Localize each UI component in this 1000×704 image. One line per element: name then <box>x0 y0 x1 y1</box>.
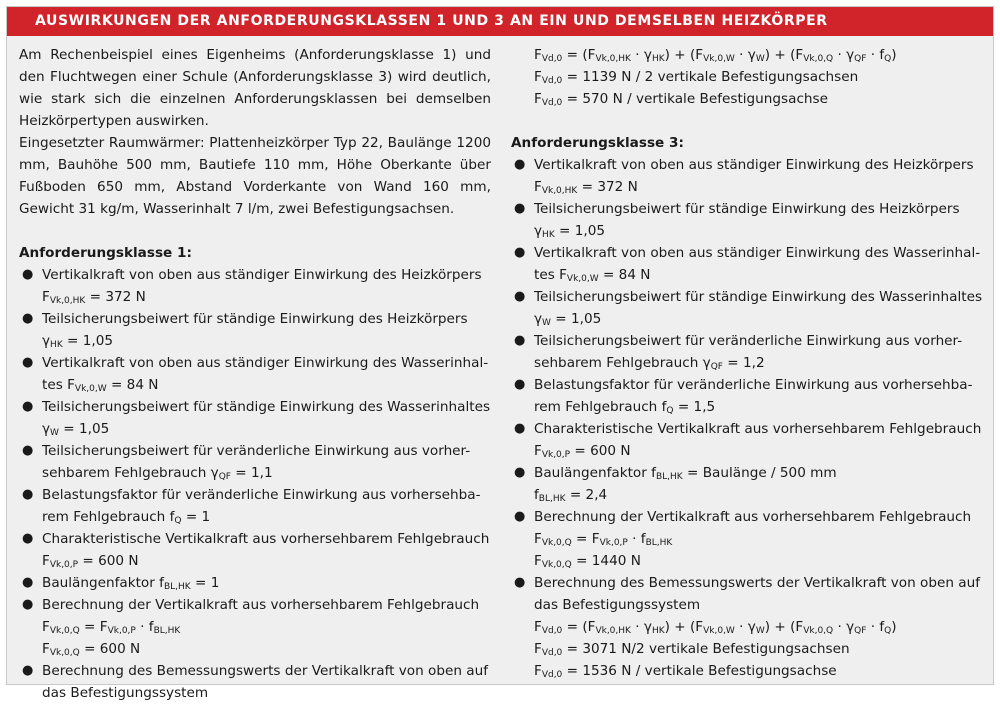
bullet-icon: ● <box>514 333 526 348</box>
bullet-icon: ● <box>22 487 34 502</box>
k3-heading: Anforderungsklasse 3: <box>511 135 684 151</box>
bullet-icon: ● <box>22 443 34 458</box>
bullet-icon: ● <box>22 575 34 590</box>
k1-heading: Anforderungsklasse 1: <box>19 245 192 261</box>
bullet-icon: ● <box>22 531 34 546</box>
k1-item-3: ● Vertikalkraft von oben aus ständiger Einwirkung des Wasserinhal- tes $F_{Vk,0,W} = 84$ N <box>19 352 491 396</box>
bullet-icon: ● <box>514 157 526 172</box>
k1-item-6: ● Belastungsfaktor für veränderliche Einwirkung aus vorhersehba- rem Fehlgebrauch $f_Q = 1$ <box>19 484 491 528</box>
k1-item-9: ● Berechnung der Vertikalkraft aus vorhersehbarem Fehlgebrauch $F_{Vk,0,Q} = F_{Vk,0,P} \cdot f_{BL,HK}$ $F_{Vk,0,Q} = 600$ N <box>19 594 491 660</box>
bullet-icon: ● <box>514 465 526 480</box>
k1-item-1: ● Vertikalkraft von oben aus ständiger Einwirkung des Heizkörpers $F_{Vk,0,HK} = 372$ N <box>19 264 491 308</box>
k1-item-8: ● Baulängenfaktor $f_{BL,HK} = 1$ <box>19 572 491 594</box>
k1-item-2: ● Teilsicherungsbeiwert für ständige Einwirkung des Heizkörpers $\gamma_{HK} = 1,05$ <box>19 308 491 352</box>
bullet-icon: ● <box>22 663 34 678</box>
k3-item-10: ● Berechnung des Bemessungswerts der Vertikalkraft von oben auf das Befestigungssystem $F_{Vd,0} = (F_{Vk,0,HK} \cdot \gamma_{HK}) + (F_{Vk,0,W} \cdot \gamma_W) + (F_{Vk,0,Q} \cdot \gamma_{QF} \cdot f_Q)$ $F_{Vd,0} = 3071$ N/2 vertikale Befestigungsachsen $F_{Vd,0} = 1536$ N / vertikale Befestigungsachse <box>511 572 985 682</box>
k3-item-3: ● Vertikalkraft von oben aus ständiger Einwirkung des Wasserinhal- tes $F_{Vk,0,W} = 84$ N <box>511 242 985 286</box>
k3-item-2: ● Teilsicherungsbeiwert für ständige Einwirkung des Heizkörpers $\gamma_{HK} = 1,05$ <box>511 198 985 242</box>
radiator-spec-paragraph: Eingesetzter Raumwärmer: Plattenheizkörper Typ 22, Baulänge 1200 mm, Bauhöhe 500 mm, Bautiefe 110 mm, Höhe Oberkante über Fußboden 650 mm, Abstand Vorderkante von Wand 160 mm, Gewicht 31 kg/m, Wasserinhalt 7 l/m, zwei Befestigungsachsen. <box>19 135 491 217</box>
k1-item-5: ● Teilsicherungsbeiwert für veränderliche Einwirkung aus vorher- sehbarem Fehlgebrauch $\gamma_{QF} = 1,1$ <box>19 440 491 484</box>
bullet-icon: ● <box>514 421 526 436</box>
intro-paragraph: Am Rechenbeispiel eines Eigenheims (Anforderungsklasse 1) und den Fluchtwegen einer Schule (Anforderungsklasse 3) wird deutlich, wie stark sich die einzelnen Anforderungsklassen bei demselben Heizkörpertypen auswirken. <box>19 47 491 129</box>
k1-item-7: ● Charakteristische Vertikalkraft aus vorhersehbarem Fehlgebrauch $F_{Vk,0,P} = 600$ N <box>19 528 491 572</box>
bullet-icon: ● <box>22 311 34 326</box>
right-column <box>511 44 985 682</box>
k3-item-9: ● Berechnung der Vertikalkraft aus vorhersehbarem Fehlgebrauch $F_{Vk,0,Q} = F_{Vk,0,P} \cdot f_{BL,HK}$ $F_{Vk,0,Q} = 1440$ N <box>511 506 985 572</box>
bullet-icon: ● <box>22 399 34 414</box>
bullet-icon: ● <box>514 575 526 590</box>
bullet-icon: ● <box>514 201 526 216</box>
left-column <box>19 44 491 704</box>
k3-item-1: ● Vertikalkraft von oben aus ständiger Einwirkung des Heizkörpers $F_{Vk,0,HK} = 372$ N <box>511 154 985 198</box>
bullet-icon: ● <box>22 355 34 370</box>
bullet-icon: ● <box>22 267 34 282</box>
header-title: AUSWIRKUNGEN DER ANFORDERUNGSKLASSEN 1 UND 3 AN EIN UND DEMSELBEN HEIZKÖRPER <box>35 13 828 29</box>
bullet-icon: ● <box>514 377 526 392</box>
k3-item-4: ● Teilsicherungsbeiwert für ständige Einwirkung des Wasserinhaltes $\gamma_W = 1,05$ <box>511 286 985 330</box>
k1-item-4: ● Teilsicherungsbeiwert für ständige Einwirkung des Wasserinhaltes $\gamma_W = 1,05$ <box>19 396 491 440</box>
k3-item-7: ● Charakteristische Vertikalkraft aus vorhersehbarem Fehlgebrauch $F_{Vk,0,P} = 600$ N <box>511 418 985 462</box>
bullet-icon: ● <box>514 509 526 524</box>
bullet-icon: ● <box>22 597 34 612</box>
k1-item-10: ● Berechnung des Bemessungswerts der Vertikalkraft von oben auf das Befestigungssystem <box>19 660 491 704</box>
k1-item-10-continued: $F_{Vd,0} = (F_{Vk,0,HK} \cdot \gamma_{HK}) + (F_{Vk,0,W} \cdot \gamma_W) + (F_{Vk,0,Q} \cdot \gamma_{QF} \cdot f_Q)$ $F_{Vd,0} = 1139$ N / 2 vertikale Befestigungsachsen $F_{Vd,0} = 570$ N / vertikale Befestigungsachse <box>534 47 897 108</box>
k3-item-8: ● Baulängenfaktor $f_{BL,HK}$ = Baulänge / 500 mm $f_{BL,HK} = 2,4$ <box>511 462 985 506</box>
k3-item-5: ● Teilsicherungsbeiwert für veränderliche Einwirkung aus vorher- sehbarem Fehlgebrauch $\gamma_{QF} = 1,2$ <box>511 330 985 374</box>
bullet-icon: ● <box>514 289 526 304</box>
info-box <box>6 6 994 701</box>
bullet-icon: ● <box>514 245 526 260</box>
header-bar <box>7 7 993 36</box>
k3-item-6: ● Belastungsfaktor für veränderliche Einwirkung aus vorhersehba- rem Fehlgebrauch $f_Q = 1,5$ <box>511 374 985 418</box>
